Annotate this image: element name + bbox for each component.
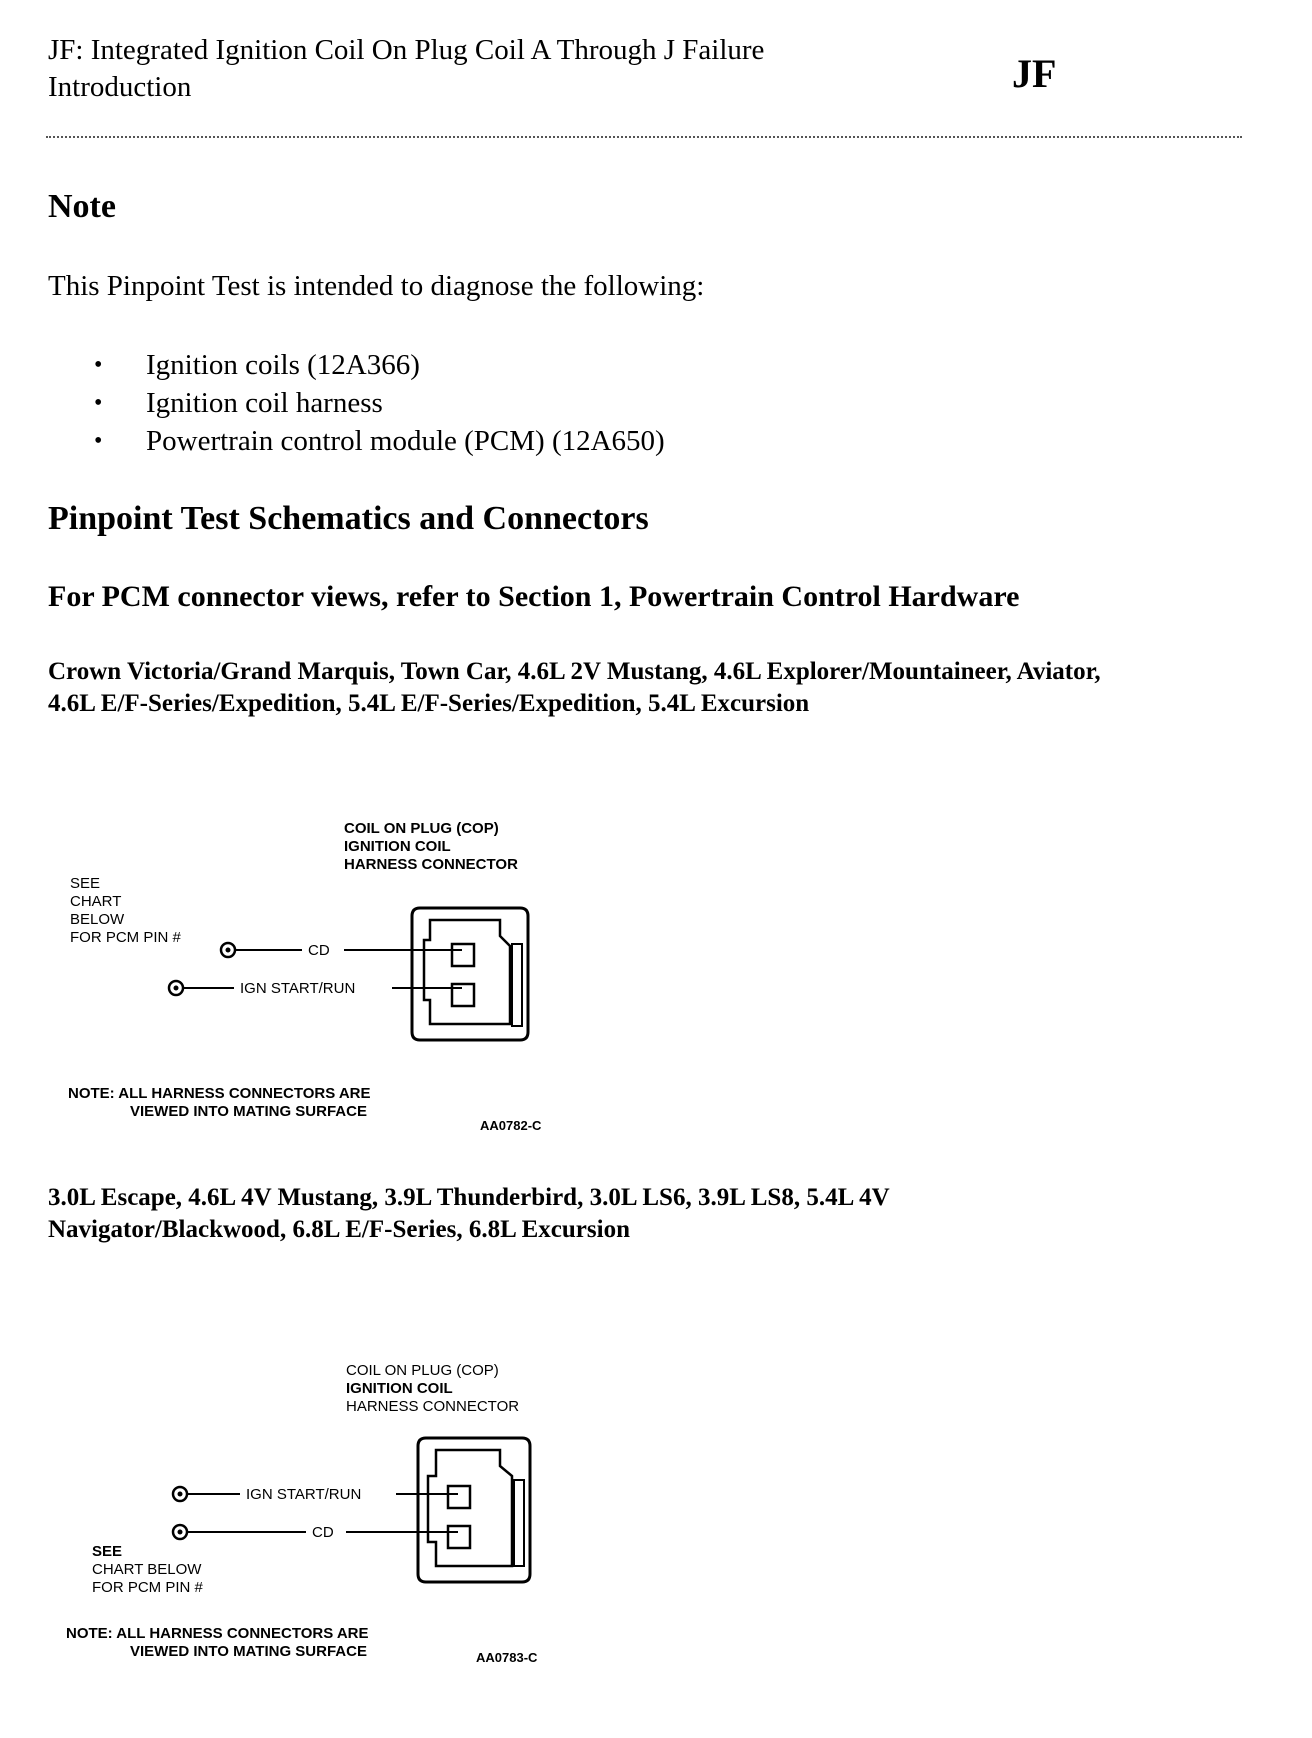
models-2-line2: Navigator/Blackwood, 6.8L E/F-Series, 6.8L Excursion — [48, 1216, 630, 1243]
connector-title-line2: IGNITION COIL — [344, 838, 451, 855]
header-title-line1: JF: Integrated Ignition Coil On Plug Coil A Through J Failure — [48, 34, 765, 66]
list-item: • Ignition coil harness — [48, 384, 665, 422]
header-section-code: JF — [1012, 51, 1057, 96]
connector-title-line2: IGNITION COIL — [346, 1380, 453, 1397]
ign-wire-label: IGN START/RUN — [246, 1486, 362, 1503]
cop-connector-diagram-1 — [0, 810, 620, 1150]
see-chart-line1: SEE — [70, 875, 101, 892]
see-chart-line1: SEE — [92, 1543, 123, 1560]
see-chart-line2: CHART BELOW — [92, 1561, 202, 1578]
diagram-note-line1: NOTE: ALL HARNESS CONNECTORS ARE — [68, 1085, 371, 1102]
note-heading: Note — [48, 188, 116, 225]
models-2-line1: 3.0L Escape, 4.6L 4V Mustang, 3.9L Thunderbird, 3.0L LS6, 3.9L LS8, 5.4L 4V — [48, 1184, 890, 1211]
see-chart-line2: CHART — [70, 893, 122, 910]
diagram-ref-code: AA0782-C — [480, 1118, 542, 1133]
see-chart-line4: FOR PCM PIN # — [70, 929, 181, 946]
cd-wire-label: CD — [308, 942, 330, 959]
intro-text: This Pinpoint Test is intended to diagnose the following: — [48, 270, 705, 302]
page-header-title — [48, 32, 764, 106]
cd-wire — [173, 1524, 458, 1541]
ign-start-run-wire — [169, 980, 462, 997]
see-chart-line3: BELOW — [70, 911, 125, 928]
connector-title-line1: COIL ON PLUG (COP) — [344, 820, 499, 837]
see-chart-line3: FOR PCM PIN # — [92, 1579, 203, 1596]
vehicle-models-1 — [48, 656, 1278, 720]
cd-wire-label: CD — [312, 1524, 334, 1541]
schematics-heading: Pinpoint Test Schematics and Connectors — [48, 500, 649, 537]
cop-connector-body — [418, 1438, 530, 1582]
list-item: • Ignition coils (12A366) — [48, 346, 665, 384]
connector-title-line3: HARNESS CONNECTOR — [344, 856, 518, 873]
vehicle-models-2 — [48, 1182, 1278, 1246]
ign-wire-label: IGN START/RUN — [240, 980, 356, 997]
header-title-line2: Introduction — [48, 71, 192, 103]
cop-connector-body — [412, 908, 528, 1040]
diagram-note-line2: VIEWED INTO MATING SURFACE — [130, 1103, 367, 1120]
models-1-line2: 4.6L E/F-Series/Expedition, 5.4L E/F-Series/Expedition, 5.4L Excursion — [48, 690, 810, 717]
pcm-connector-heading: For PCM connector views, refer to Section 1, Powertrain Control Hardware — [48, 580, 1020, 613]
cd-wire — [221, 942, 462, 959]
ign-start-run-wire — [173, 1486, 458, 1503]
diagram-note-line2: VIEWED INTO MATING SURFACE — [130, 1643, 367, 1660]
connector-title-line3: HARNESS CONNECTOR — [346, 1398, 520, 1415]
models-1-line1: Crown Victoria/Grand Marquis, Town Car, 4.6L 2V Mustang, 4.6L Explorer/Mountaineer, Aviator, — [48, 658, 1101, 685]
cop-connector-diagram-2 — [0, 1352, 620, 1722]
diagnose-list — [48, 346, 665, 460]
connector-title-line1: COIL ON PLUG (COP) — [346, 1362, 499, 1379]
list-item: • Powertrain control module (PCM) (12A650) — [48, 422, 665, 460]
diagram-ref-code: AA0783-C — [476, 1650, 538, 1665]
diagram-note-line1: NOTE: ALL HARNESS CONNECTORS ARE — [66, 1625, 369, 1642]
header-divider — [46, 136, 1242, 138]
